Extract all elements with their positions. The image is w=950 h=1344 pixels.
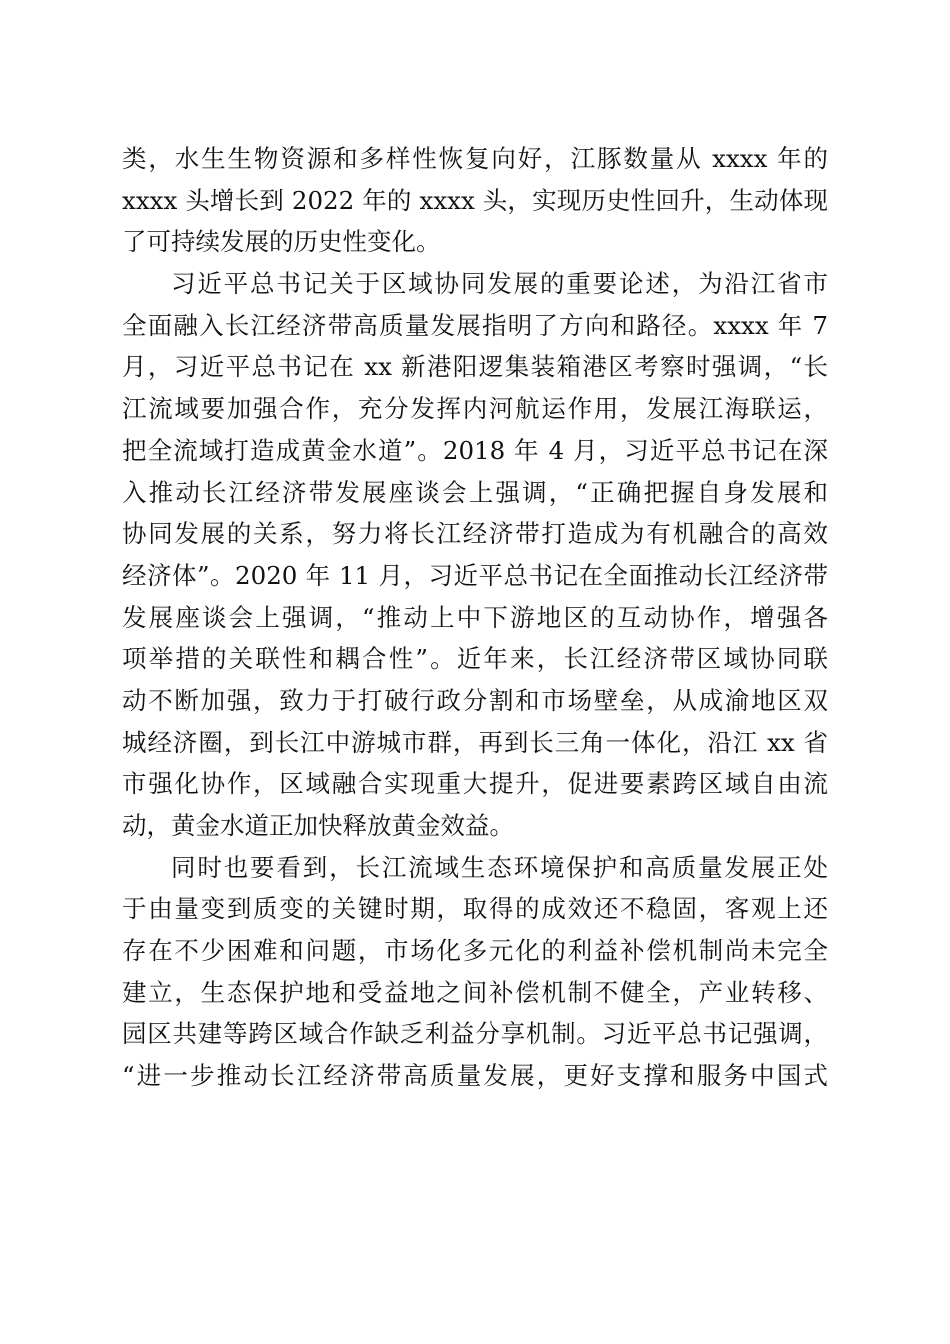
text-line: 于由量变到质变的关键时期，取得的成效还不稳固，客观上还 <box>122 894 828 924</box>
text-line: 了可持续发展的历史性变化。 <box>122 227 441 257</box>
text-line: 类，水生生物资源和多样性恢复向好，江豚数量从 xxxx 年的 <box>122 144 828 173</box>
document-body <box>122 138 828 1097</box>
paragraph-2 <box>122 263 828 847</box>
text-line: 项举措的关联性和耦合性”。近年来，长江经济带区域协同联 <box>122 644 828 674</box>
text-line: 同时也要看到，长江流域生态环境保护和高质量发展正处 <box>171 852 828 882</box>
text-line: 城经济圈，到长江中游城市群，再到长三角一体化，沿江 xx 省 <box>122 727 828 757</box>
text-line: 建立，生态保护地和受益地之间补偿机制不健全，产业转移、 <box>122 977 828 1007</box>
text-line: 市强化协作，区域融合实现重大提升，促进要素跨区域自由流 <box>122 769 828 799</box>
text-line: 动，黄金水道正加快释放黄金效益。 <box>122 811 514 840</box>
text-line: 经济体”。2020 年 11 月，习近平总书记在全面推动长江经济带 <box>122 560 828 590</box>
text-line: xxxx 头增长到 2022 年的 xxxx 头，实现历史性回升，生动体现 <box>122 185 828 215</box>
text-line: 习近平总书记关于区域协同发展的重要论述，为沿江省市 <box>171 269 828 299</box>
text-line: 园区共建等跨区域合作缺乏利益分享机制。习近平总书记强调， <box>122 1019 828 1049</box>
text-line: 月，习近平总书记在 xx 新港阳逻集装箱港区考察时强调，“长 <box>122 352 828 382</box>
text-line: 协同发展的关系，努力将长江经济带打造成为有机融合的高效 <box>122 519 828 549</box>
paragraph-3 <box>122 847 828 1097</box>
text-line: 入推动长江经济带发展座谈会上强调，“正确把握自身发展和 <box>122 477 828 507</box>
text-line: 江流域要加强合作，充分发挥内河航运作用，发展江海联运， <box>122 394 828 424</box>
text-line: 发展座谈会上强调，“推动上中下游地区的互动协作，增强各 <box>122 602 828 632</box>
text-line: “进一步推动长江经济带高质量发展，更好支撑和服务中国式 <box>122 1061 828 1091</box>
text-line: 动不断加强，致力于打破行政分割和市场壁垒，从成渝地区双 <box>122 685 828 715</box>
text-line: 全面融入长江经济带高质量发展指明了方向和路径。xxxx 年 7 <box>122 310 828 340</box>
text-line: 存在不少困难和问题，市场化多元化的利益补偿机制尚未完全 <box>122 936 828 966</box>
text-line: 把全流域打造成黄金水道”。2018 年 4 月，习近平总书记在深 <box>122 435 828 465</box>
paragraph-1 <box>122 138 828 263</box>
